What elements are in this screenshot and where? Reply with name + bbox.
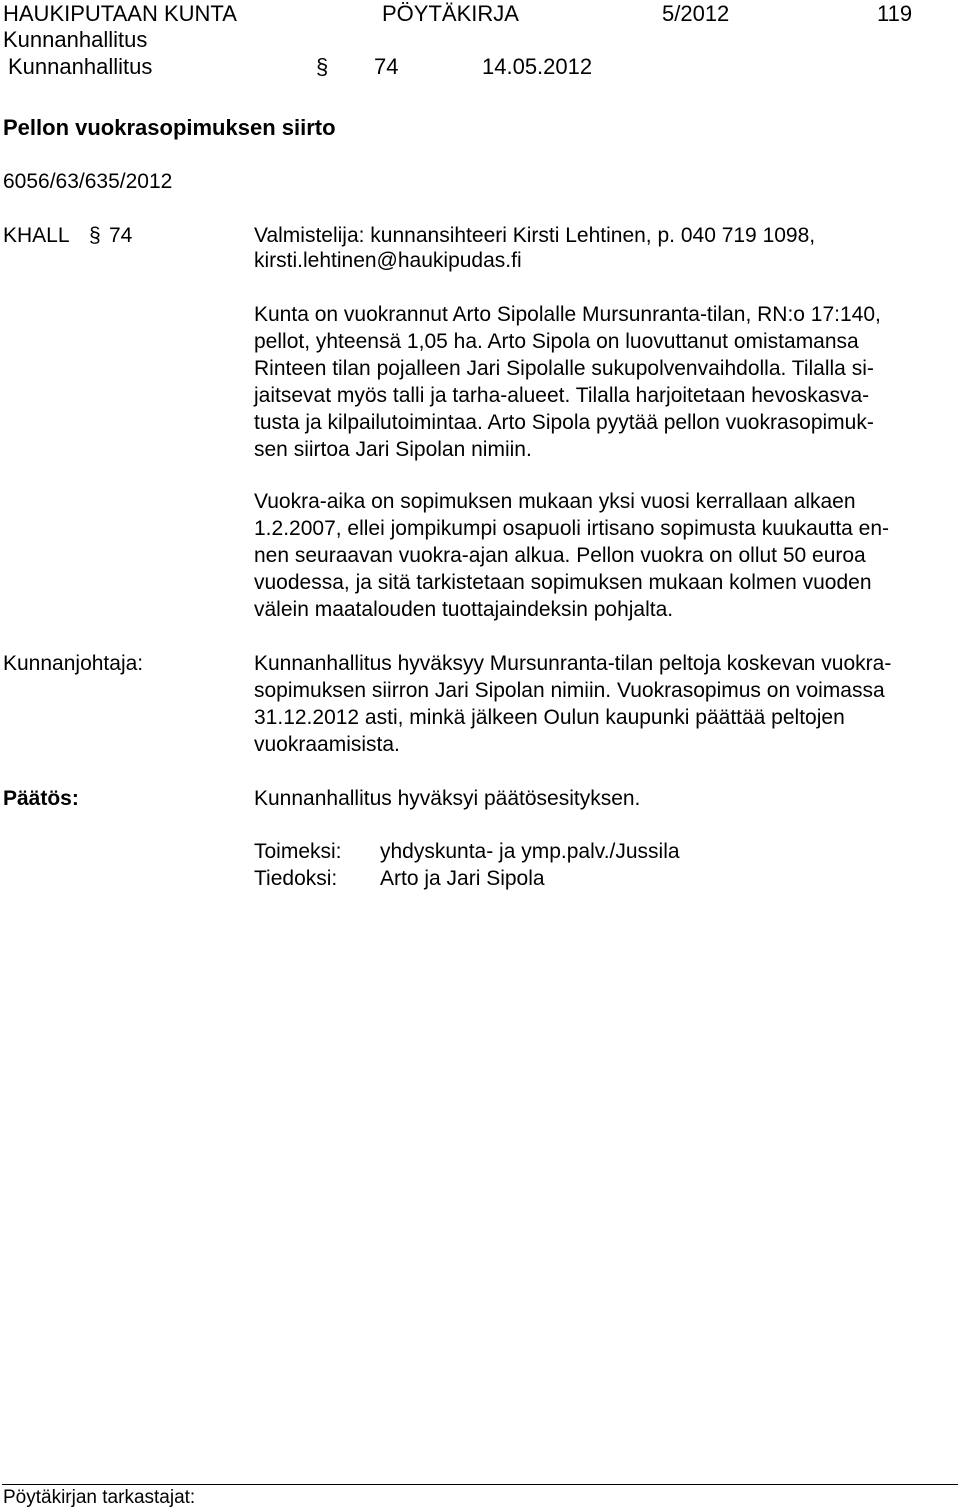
meeting-body-name: Kunnanhallitus (8, 54, 153, 79)
khall-section-number: 74 (109, 224, 133, 247)
document-type: PÖYTÄKIRJA (382, 1, 519, 26)
paragraph2-line: 1.2.2007, ellei jompikumpi osapuoli irtisano sopimusta kuukautta en- (254, 517, 890, 540)
page-number: 119 (877, 1, 913, 26)
paragraph2-line: vuodessa, ja sitä tarkistetaan sopimuksen mukaan kolmen vuoden (254, 571, 872, 594)
organization-name: HAUKIPUTAAN KUNTA (3, 1, 237, 26)
action-label: Toimeksi: (254, 840, 342, 863)
paragraph1-line: pellot, yhteensä 1,05 ha. Arto Sipola on luovuttanut omistamansa (254, 330, 859, 353)
footer-divider (2, 1484, 958, 1485)
proposal-line: 31.12.2012 asti, minkä jälkeen Oulun kaupunki päättää peltojen (254, 706, 845, 729)
paragraph1-line: sen siirtoa Jari Sipolan nimiin. (254, 438, 532, 461)
info-label: Tiedoksi: (254, 867, 338, 890)
action-value: yhdyskunta- ja ymp.palv./Jussila (380, 840, 680, 863)
body-name: Kunnanhallitus (3, 27, 148, 52)
paragraph1-line: jaitsevat myös talli ja tarha-alueet. Tilalla harjoitetaan hevoskasva- (254, 384, 870, 407)
section-number: 74 (374, 54, 399, 79)
proposal-label: Kunnanjohtaja: (3, 652, 144, 675)
paragraph2-line: Vuokra-aika on sopimuksen mukaan yksi vuosi kerrallaan alkaen (254, 490, 856, 513)
khall-section-mark: § (89, 224, 101, 247)
item-title: Pellon vuokrasopimuksen siirto (3, 115, 336, 140)
paragraph1-line: Kunta on vuokrannut Arto Sipolalle Mursunranta-tilan, RN:o 17:140, (254, 303, 881, 326)
proposal-line: sopimuksen siirron Jari Sipolan nimiin. Vuokrasopimus on voimassa (254, 679, 885, 702)
proposal-line: Kunnanhallitus hyväksyy Mursunranta-tilan peltoja koskevan vuokra- (254, 652, 892, 675)
preparer-line: Valmistelija: kunnansihteeri Kirsti Lehtinen, p. 040 719 1098, (254, 224, 816, 247)
decision-text: Kunnanhallitus hyväksyi päätösesityksen. (254, 787, 641, 810)
paragraph1-line: tusta ja kilpailutoimintaa. Arto Sipola pyytää pellon vuokrasopimuk- (254, 411, 874, 434)
checkers-label: Pöytäkirjan tarkastajat: (3, 1487, 196, 1508)
paragraph2-line: nen seuraavan vuokra-ajan alkua. Pellon vuokra on ollut 50 euroa (254, 544, 866, 567)
preparer-email: kirsti.lehtinen@haukipudas.fi (254, 249, 522, 272)
khall-label: KHALL (3, 224, 70, 247)
meeting-date: 14.05.2012 (482, 54, 593, 79)
decision-label: Päätös: (3, 787, 79, 810)
issue-number: 5/2012 (662, 1, 730, 26)
paragraph1-line: Rinteen tilan pojalleen Jari Sipolalle sukupolvenvaihdolla. Tilalla si- (254, 357, 874, 380)
info-value: Arto ja Jari Sipola (380, 867, 545, 890)
section-mark: § (316, 54, 329, 79)
paragraph2-line: välein maatalouden tuottajaindeksin pohjalta. (254, 598, 674, 621)
record-number: 6056/63/635/2012 (3, 170, 173, 193)
proposal-line: vuokraamisista. (254, 733, 400, 756)
